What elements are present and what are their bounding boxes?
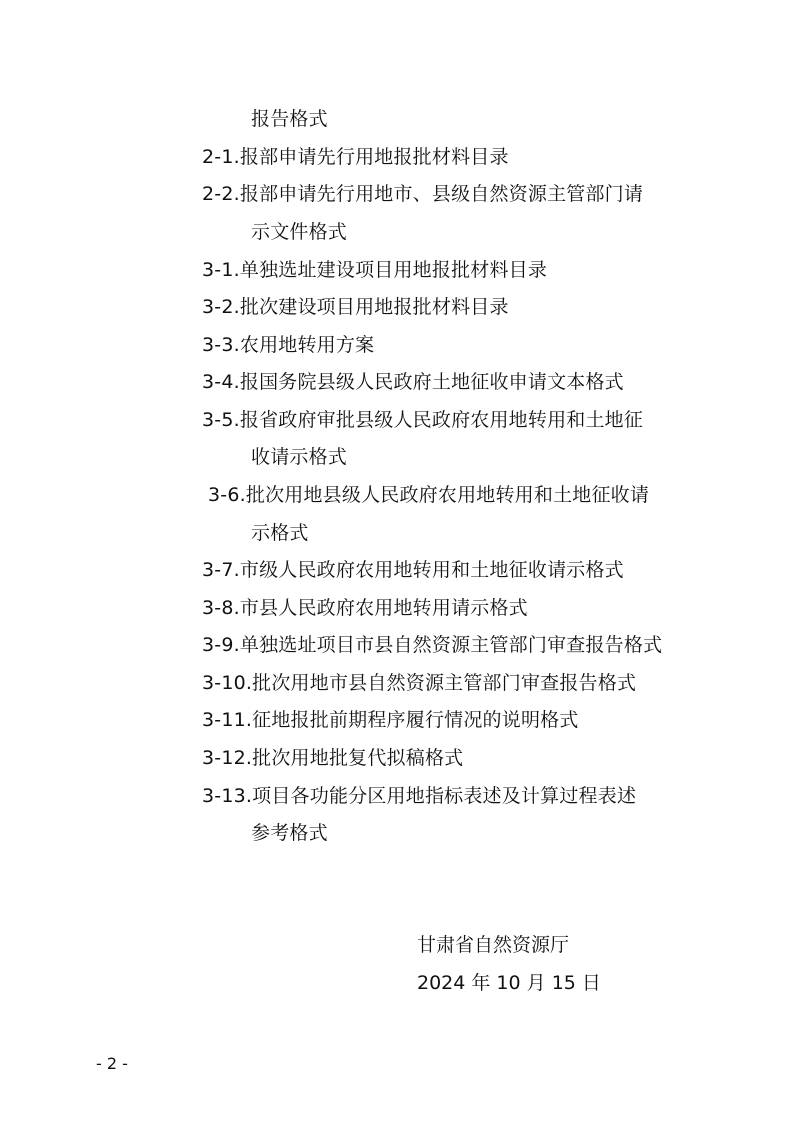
list-item: 3-1.单独选址建设项目用地报批材料目录 [202,259,548,281]
list-item: 3-9.单独选址项目市县自然资源主管部门审查报告格式 [202,634,663,656]
list-item: 2-2.报部申请先行用地市、县级自然资源主管部门请 [202,183,644,205]
list-item-continuation: 收请示格式 [251,446,348,468]
list-item: 3-7.市级人民政府农用地转用和土地征收请示格式 [202,559,624,581]
page-number: - 2 - [96,1054,128,1073]
issue-date: 2024 年 10 月 15 日 [417,972,601,994]
list-item-continuation: 参考格式 [251,822,328,844]
list-item: 3-2.批次建设项目用地报批材料目录 [202,296,509,318]
issuing-organization: 甘肃省自然资源厅 [417,934,570,956]
list-item: 2-1.报部申请先行用地报批材料目录 [202,146,509,168]
list-item: 3-4.报国务院县级人民政府土地征收申请文本格式 [202,371,624,393]
list-item: 3-13.项目各功能分区用地指标表述及计算过程表述 [202,785,637,807]
list-item-continuation: 示文件格式 [251,221,348,243]
list-item: 3-12.批次用地批复代拟稿格式 [202,747,464,769]
list-item: 3-3.农用地转用方案 [202,334,375,356]
list-item: 3-11.征地报批前期程序履行情况的说明格式 [202,709,579,731]
list-item: 3-5.报省政府审批县级人民政府农用地转用和土地征 [202,409,644,431]
list-item: 3-6.批次用地县级人民政府农用地转用和土地征收请 [208,484,650,506]
list-item: 3-10.批次用地市县自然资源主管部门审查报告格式 [202,672,637,694]
list-item: 3-8.市县人民政府农用地转用请示格式 [202,597,528,619]
list-item-continuation: 示格式 [251,522,309,544]
list-item-continuation: 报告格式 [251,108,328,130]
